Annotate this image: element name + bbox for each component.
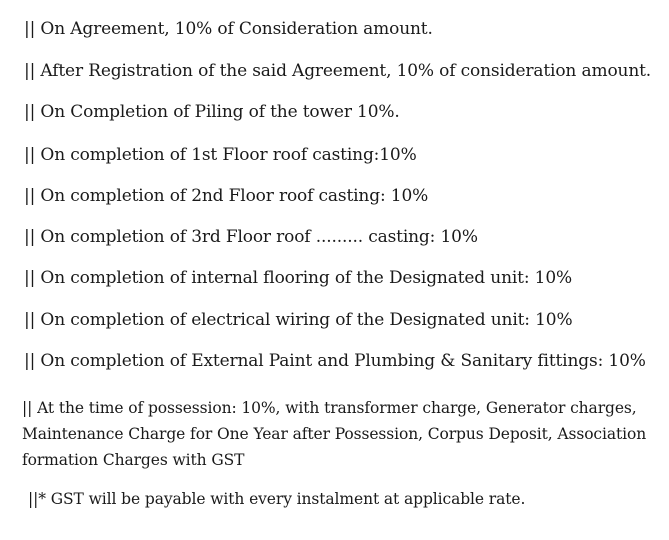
schedule-item-registration: || After Registration of the said Agreement, 10% of consideration amount. [24, 61, 652, 81]
possession-line-3: formation Charges with GST [22, 451, 245, 469]
schedule-item-internal-flooring: || On completion of internal flooring of the Designated unit: 10% [24, 268, 573, 288]
schedule-item-agreement: || On Agreement, 10% of Consideration amount. [24, 19, 433, 39]
schedule-item-1st-floor: || On completion of 1st Floor roof casting:10% [24, 145, 417, 165]
schedule-item-external-paint: || On completion of External Paint and Plumbing & Sanitary fittings: 10% [24, 351, 646, 371]
possession-line-1: || At the time of possession: 10%, with transformer charge, Generator charges, [22, 399, 637, 417]
schedule-item-piling: || On Completion of Piling of the tower 10%. [24, 102, 400, 122]
gst-note: ||* GST will be payable with every instalment at applicable rate. [28, 490, 526, 508]
schedule-item-electrical-wiring: || On completion of electrical wiring of the Designated unit: 10% [24, 310, 573, 330]
possession-line-2: Maintenance Charge for One Year after Possession, Corpus Deposit, Association [22, 425, 647, 443]
schedule-item-2nd-floor: || On completion of 2nd Floor roof casting: 10% [24, 186, 429, 206]
schedule-item-3rd-floor: || On completion of 3rd Floor roof ......... casting: 10% [24, 227, 478, 247]
